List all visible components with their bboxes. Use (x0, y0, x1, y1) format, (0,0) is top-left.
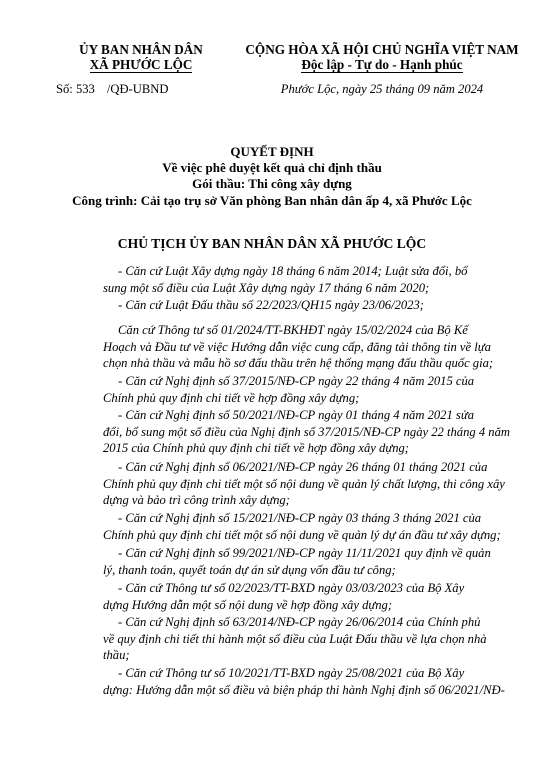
legal-basis-8 (88, 545, 516, 578)
paragraph-line: - Căn cứ Nghị định số 15/2021/NĐ-CP ngày 03 tháng 3 tháng 2021 của (118, 511, 482, 525)
national-motto-text: Độc lập - Tự do - Hạnh phúc (301, 57, 463, 72)
document-number-label: Số: 533 (56, 82, 95, 96)
legal-basis-6 (88, 459, 516, 509)
paragraph-line: - Căn cứ Nghị định số 50/2021/NĐ-CP ngày 01 tháng 4 năm 2021 sửa (118, 408, 474, 422)
legal-basis-7 (88, 510, 516, 543)
paragraph-line: Chính phủ quy định chi tiết một số nội dung về quản lý chất lượng, thi công xây (103, 476, 505, 491)
paragraph-line: Hoạch và Đầu tư về việc Hướng dẫn việc cung cấp, đăng tải thông tin về lựa (103, 339, 491, 354)
paragraph-line: lý, thanh toán, quyết toán dự án sử dụng vốn đầu tư công; (103, 562, 396, 577)
paragraph-line: - Căn cứ Luật Xây dựng ngày 18 tháng 6 năm 2014; Luật sửa đổi, bổ (118, 264, 468, 278)
paragraph-line: Chính phủ quy định chi tiết một số nội dung về quản lý dự án đầu tư xây dựng; (103, 527, 501, 542)
paragraph-line: về quy định chi tiết thi hành một số điều của Luật Đấu thầu về lựa chọn nhà (103, 631, 487, 646)
paragraph-line: dựng Hướng dẫn một số nội dung về hợp đồng xây dựng; (103, 597, 393, 612)
paragraph-line: dựng: Hướng dẫn một số điều và biện pháp thi hành Nghị định số 06/2021/NĐ- (103, 682, 505, 697)
paragraph-line: Căn cứ Thông tư số 01/2024/TT-BKHĐT ngày 15/02/2024 của Bộ Kế (118, 323, 468, 337)
legal-basis-11 (88, 665, 516, 698)
paragraph-line: 2015 của Chính phủ quy định chi tiết về hợp đồng xây dựng; (103, 441, 409, 456)
legal-basis-10 (88, 614, 516, 664)
paragraph-line: - Căn cứ Thông tư số 02/2023/TT-BXD ngày 03/03/2023 của Bộ Xây (118, 581, 465, 595)
legal-basis-1 (88, 263, 516, 296)
legal-basis-9 (88, 580, 516, 613)
paragraph-line: đổi, bổ sung một số điều của Nghị định số 37/2015/NĐ-CP ngày 22 tháng 4 năm (103, 424, 510, 439)
issuer-commune (56, 57, 226, 72)
decision-subject: Về việc phê duyệt kết quả chỉ định thầu (162, 160, 382, 175)
national-motto (232, 57, 532, 72)
country-name: CỘNG HÒA XÃ HỘI CHỦ NGHĨA VIỆT NAM (245, 42, 519, 57)
paragraph-line: - Căn cứ Nghị định số 63/2014/NĐ-CP ngày 26/06/2014 của Chính phủ (118, 615, 481, 629)
decision-package: Gói thầu: Thi công xây dựng (192, 176, 352, 191)
issuer-name: ỦY BAN NHÂN DÂN (79, 42, 203, 57)
paragraph-line: chọn nhà thầu và mẫu hồ sơ đấu thầu trên hệ thống mạng đấu thầu quốc gia; (103, 356, 494, 371)
paragraph-line: - Căn cứ Luật Đấu thầu số 22/2023/QH15 ngày 23/06/2023; (118, 298, 424, 312)
paragraph-line: - Căn cứ Nghị định số 99/2021/NĐ-CP ngày 11/11/2021 quy định về quản (118, 546, 491, 560)
legal-basis-3 (88, 322, 516, 372)
document-number (56, 82, 168, 97)
place-date: Phước Lộc, ngày 25 tháng 09 năm 2024 (280, 82, 484, 96)
issuing-authority: CHỦ TỊCH ỦY BAN NHÂN DÂN XÃ PHƯỚC LỘC (117, 236, 427, 251)
paragraph-line: dựng và bảo trì công trình xây dựng; (103, 493, 290, 508)
issuer-commune-text: XÃ PHƯỚC LỘC (89, 57, 193, 72)
legal-basis-5 (88, 407, 516, 457)
legal-basis-2 (88, 297, 516, 314)
legal-basis-4 (88, 373, 516, 406)
paragraph-line: - Căn cứ Thông tư số 10/2021/TT-BXD ngày 25/08/2021 của Bộ Xây (118, 666, 465, 680)
decision-title: QUYẾT ĐỊNH (230, 144, 314, 159)
paragraph-line: Chính phủ quy định chi tiết về hợp đồng xây dựng; (103, 390, 360, 405)
document-number-suffix: /QĐ-UBND (106, 82, 169, 96)
decision-project: Công trình: Cải tạo trụ sở Văn phòng Ban nhân dân ấp 4, xã Phước Lộc (72, 193, 472, 208)
paragraph-line: sung một số điều của Luật Xây dựng ngày 17 tháng 6 năm 2020; (103, 280, 430, 295)
paragraph-line: - Căn cứ Nghị định số 06/2021/NĐ-CP ngày 26 tháng 01 tháng 2021 của (118, 460, 488, 474)
paragraph-line: thầu; (103, 648, 130, 663)
paragraph-line: - Căn cứ Nghị định số 37/2015/NĐ-CP ngày 22 tháng 4 năm 2015 của (118, 374, 475, 388)
